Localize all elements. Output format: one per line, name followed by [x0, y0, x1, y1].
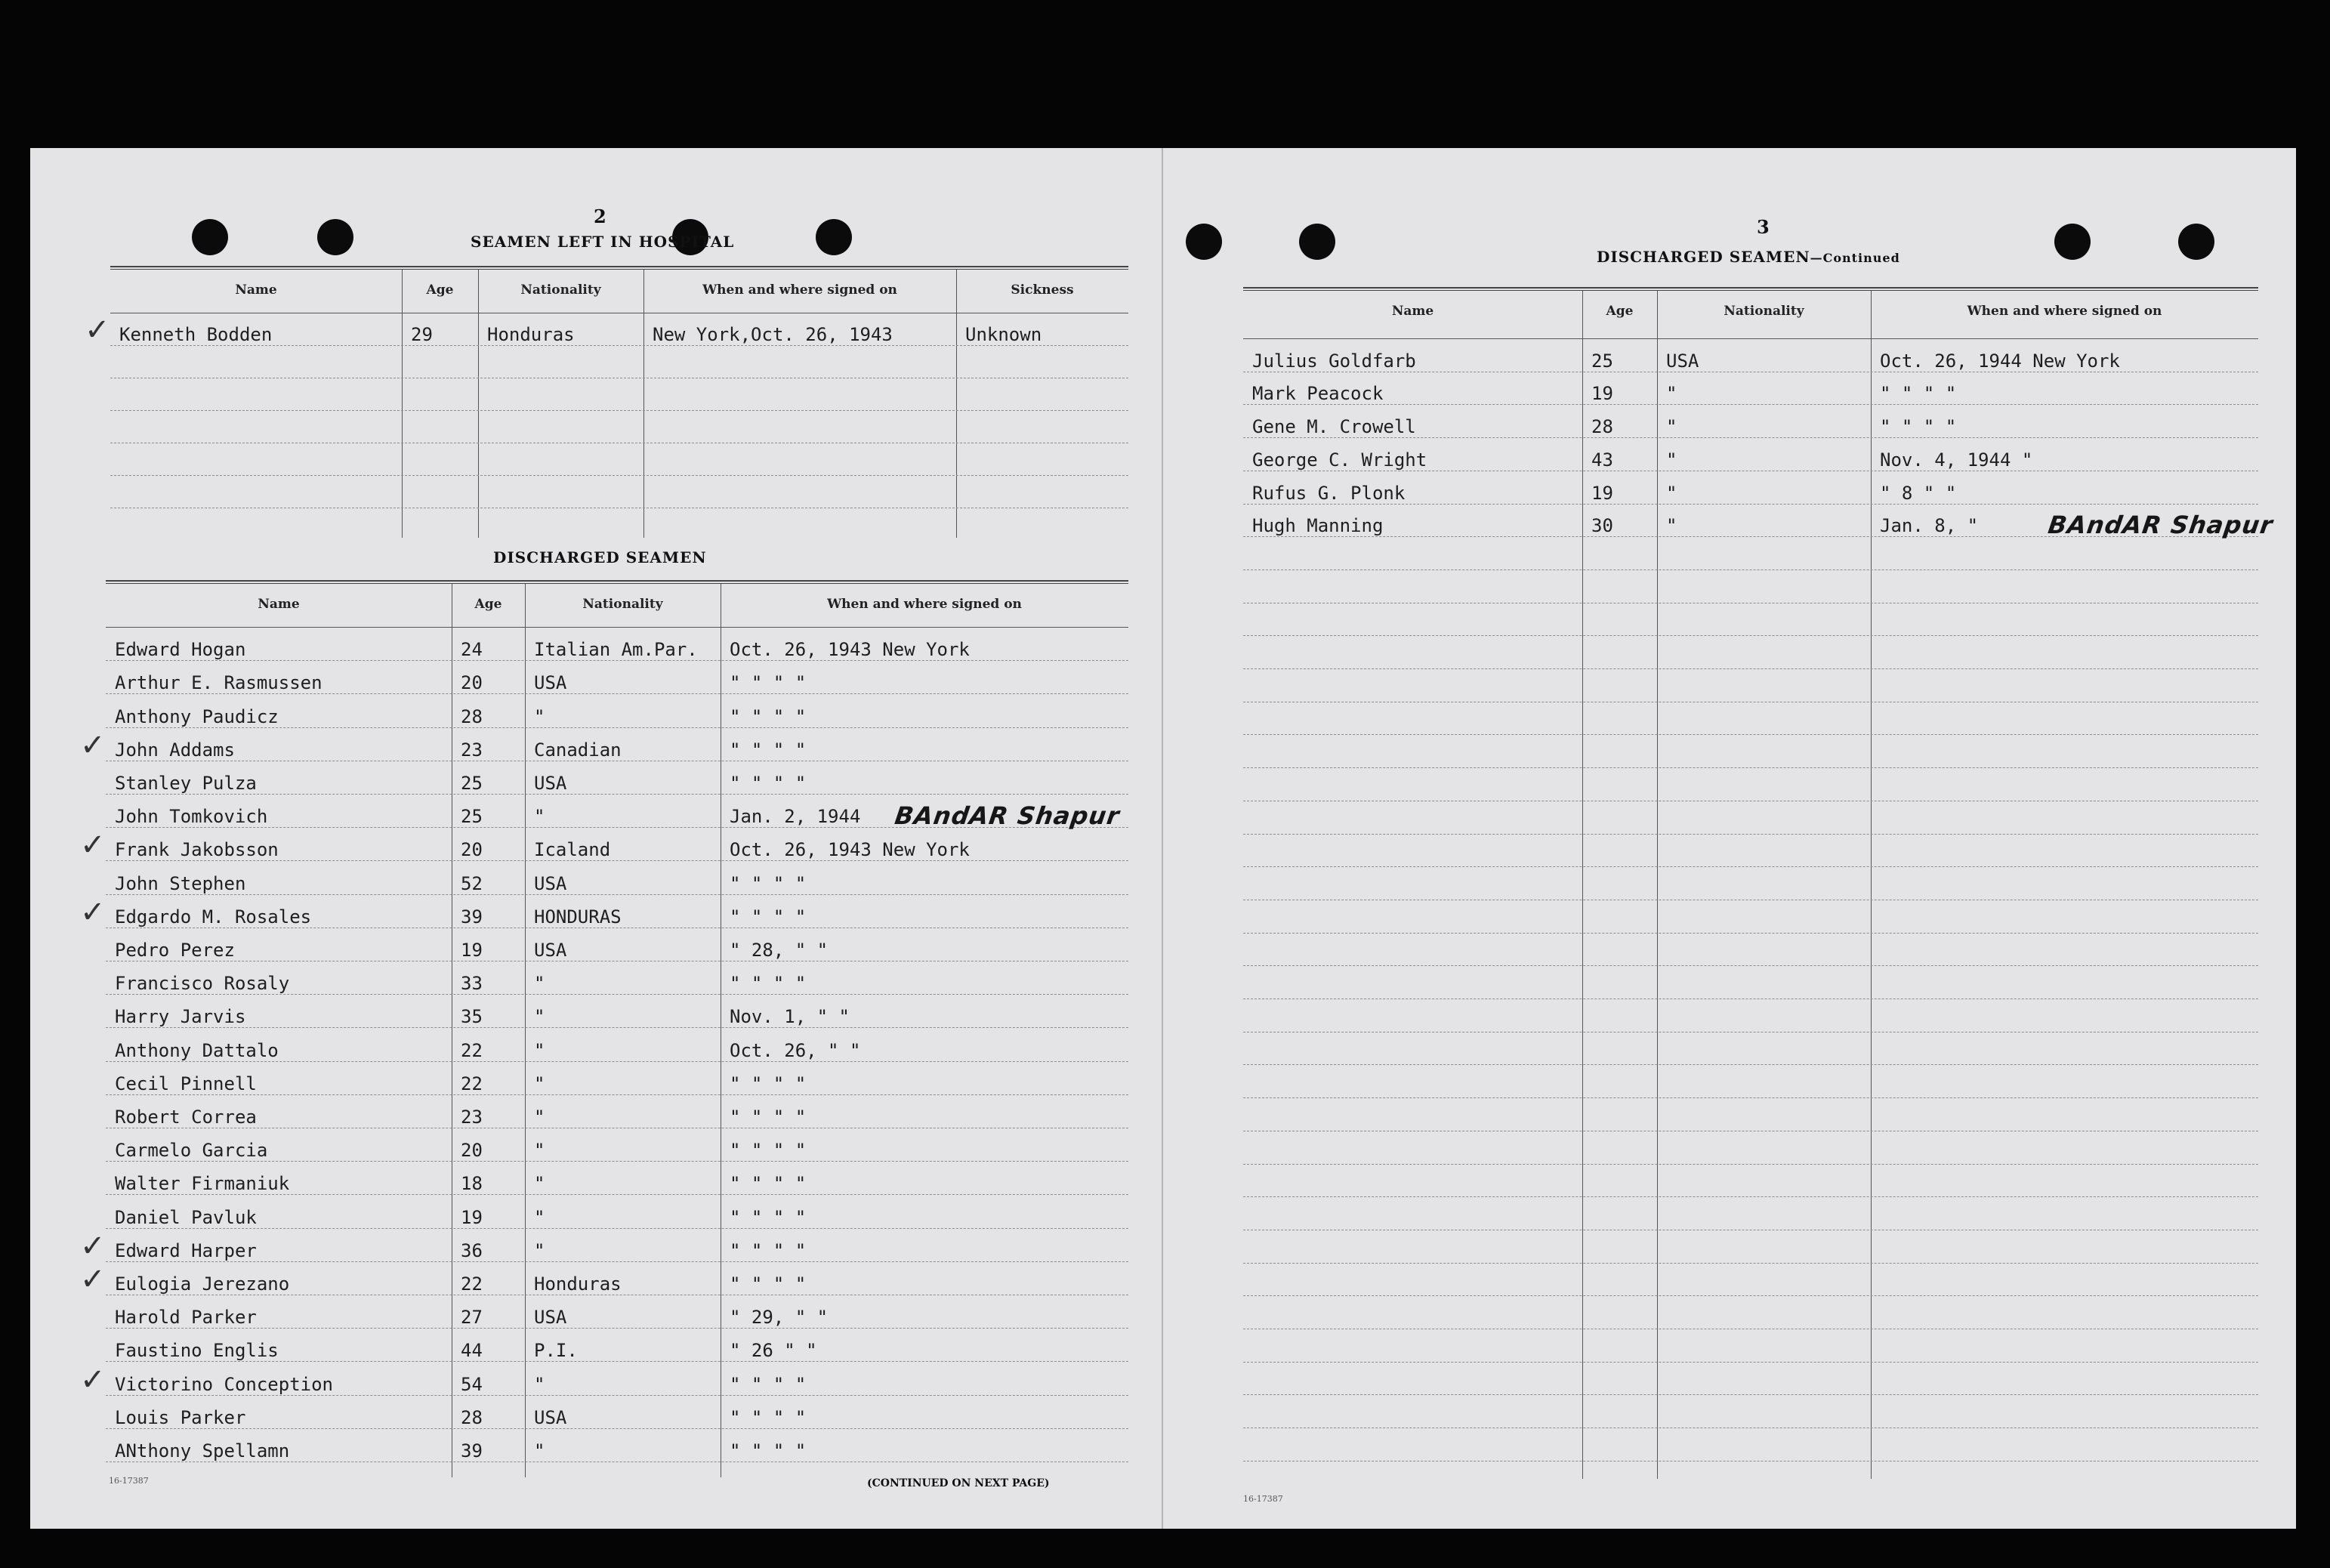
- discharged-continued-table-cell-nationality: ": [1666, 449, 1677, 471]
- discharged-table-cell-age: 22: [461, 1073, 483, 1094]
- discharged-continued-table-row-line: [1243, 1097, 2258, 1098]
- discharged-table-row-line: [106, 860, 1128, 861]
- discharged-continued-table-row-line: [1243, 668, 2258, 669]
- hospital-table-cell-nationality: Honduras: [487, 324, 575, 345]
- discharged-table-top-rule: [106, 580, 1128, 584]
- discharged-continued-table-cell-nationality: ": [1666, 416, 1677, 438]
- discharged-table-cell-age: 20: [461, 839, 483, 861]
- discharged-table-cell-name: Carmelo Garcia: [115, 1140, 268, 1162]
- hospital-table-header-name: Name: [235, 282, 277, 298]
- discharged-continued-table-header-name: Name: [1391, 304, 1434, 319]
- discharged-continued-table-cell-age: 19: [1591, 383, 1613, 405]
- discharged-continued-table-cell-nationality: ": [1666, 515, 1677, 537]
- hospital-table-top-rule: [110, 266, 1128, 270]
- discharged-table-cell-age: 33: [461, 973, 483, 995]
- page-fold: [1162, 148, 1163, 1529]
- discharged-table-cell-signed-on: " " " ": [730, 1273, 807, 1295]
- discharged-table-row-line: [106, 693, 1128, 694]
- discharged-continued-table-cell-age: 43: [1591, 449, 1613, 471]
- discharged-table-cell-name: Stanley Pulza: [115, 773, 257, 794]
- discharged-table-cell-name: Victorino Conception: [115, 1373, 333, 1395]
- discharged-table-cell-name: John Addams: [115, 739, 235, 761]
- discharged-table-cell-age: 52: [461, 872, 483, 894]
- discharged-table-cell-nationality: ": [534, 1440, 545, 1462]
- discharged-table-cell-age: 19: [461, 940, 483, 961]
- discharged-table-row-line: [106, 994, 1128, 995]
- discharged-continued-table-top-rule: [1243, 287, 2258, 291]
- discharged-table-row-line: [106, 727, 1128, 728]
- discharged-table-cell-signed-on: " " " ": [730, 1239, 807, 1261]
- discharged-continued-table-cell-signed-on: Nov. 4, 1944 ": [1880, 449, 2033, 471]
- discharged-table-cell-name: Eulogia Jerezano: [115, 1273, 290, 1295]
- discharged-table-cell-age: 44: [461, 1340, 483, 1362]
- discharged-table-cell-signed-on: " " " ": [730, 1140, 807, 1162]
- discharged-table-header-name: Name: [258, 597, 300, 612]
- hospital-table-column-divider: [402, 270, 403, 538]
- discharged-continued-table-row-line: [1243, 404, 2258, 405]
- discharged-continued-table-row-line: [1243, 1461, 2258, 1462]
- discharged-table-cell-age: 23: [461, 1107, 483, 1128]
- binder-hole-icon: [816, 219, 852, 255]
- discharged-table-cell-name: Cecil Pinnell: [115, 1073, 257, 1094]
- discharged-table-cell-nationality: USA: [534, 1307, 567, 1329]
- discharged-table-cell-age: 25: [461, 806, 483, 828]
- check-mark-icon: ✓: [80, 1362, 106, 1397]
- discharged-table-cell-nationality: ": [534, 1107, 545, 1128]
- binder-hole-icon: [2178, 224, 2214, 260]
- discharged-table-column-divider: [525, 584, 526, 1477]
- discharged-continued-table-cell-name: Rufus G. Plonk: [1252, 482, 1406, 504]
- discharged-table-cell-signed-on: Oct. 26, " ": [730, 1039, 861, 1061]
- discharged-table-row-line: [106, 1061, 1128, 1062]
- discharged-continued-table-row-line: [1243, 1362, 2258, 1363]
- discharged-continued-table-cell-name: Gene M. Crowell: [1252, 416, 1416, 438]
- page-3: [1171, 148, 2296, 1529]
- discharged-continued-table-row-line: [1243, 635, 2258, 636]
- discharged-continued-table-header-age: Age: [1606, 304, 1634, 319]
- discharged-table-cell-name: Faustino Englis: [115, 1340, 279, 1362]
- document-sheet: [30, 148, 2296, 1529]
- discharged-table-cell-age: 27: [461, 1307, 483, 1329]
- binder-hole-icon: [317, 219, 353, 255]
- discharged-continued-table-row-line: [1243, 834, 2258, 835]
- discharged-table-cell-name: Arthur E. Rasmussen: [115, 672, 322, 694]
- discharged-table-cell-name: Daniel Pavluk: [115, 1206, 257, 1228]
- discharged-table-cell-nationality: ": [534, 1173, 545, 1195]
- discharged-continued-table-row-line: [1243, 1394, 2258, 1395]
- discharged-table-cell-age: 19: [461, 1206, 483, 1228]
- discharged-table-row-line: [106, 1027, 1128, 1028]
- hospital-table-column-divider: [643, 270, 644, 538]
- discharged-table-cell-signed-on: " 28, " ": [730, 940, 829, 961]
- discharged-table-cell-name: ANthony Spellamn: [115, 1440, 290, 1462]
- discharged-continued-table-row-line: [1243, 1164, 2258, 1165]
- discharged-table-cell-name: Frank Jakobsson: [115, 839, 279, 861]
- discharged-table-handwritten-port: BAndAR Shapur: [893, 801, 1122, 831]
- discharged-continued-table-column-divider: [1657, 291, 1658, 1479]
- check-mark-icon: ✓: [85, 313, 110, 347]
- discharged-table-cell-signed-on: " " " ": [730, 973, 807, 995]
- discharged-continued-table-cell-signed-on: Jan. 8, ": [1880, 515, 1979, 537]
- discharged-table-cell-age: 36: [461, 1239, 483, 1261]
- discharged-continued-table-cell-age: 19: [1591, 482, 1613, 504]
- hospital-table-row-line: [110, 410, 1128, 411]
- discharged-table-row-line: [106, 794, 1128, 795]
- check-mark-icon: ✓: [80, 1228, 106, 1264]
- discharged-continued-table-row-line: [1243, 569, 2258, 570]
- discharged-continued-table-cell-signed-on: " 8 " ": [1880, 482, 1957, 504]
- discharged-table-cell-age: 54: [461, 1373, 483, 1395]
- discharged-table-row-line: [106, 1395, 1128, 1396]
- discharged-table-cell-nationality: ": [534, 973, 545, 995]
- hospital-table-header-signed-on: When and where signed on: [702, 282, 897, 298]
- discharged-continued-table-header-signed-on: When and where signed on: [1967, 304, 2162, 319]
- hospital-table-header-sickness: Sickness: [1011, 282, 1074, 298]
- discharged-table-cell-name: Pedro Perez: [115, 940, 235, 961]
- discharged-table-cell-nationality: ": [534, 1373, 545, 1395]
- discharged-table-row-line: [106, 1094, 1128, 1095]
- discharged-table-row-line: [106, 894, 1128, 895]
- discharged-table-cell-signed-on: " " " ": [730, 1173, 807, 1195]
- discharged-continued-table-cell-age: 25: [1591, 350, 1613, 372]
- continued-note: (CONTINUED ON NEXT PAGE): [867, 1477, 1050, 1489]
- discharged-table-cell-name: Harry Jarvis: [115, 1006, 246, 1028]
- discharged-table-cell-signed-on: " " " ": [730, 906, 807, 928]
- discharged-continued-table-row-line: [1243, 933, 2258, 934]
- discharged-table-cell-nationality: ": [534, 1140, 545, 1162]
- discharged-continued-table-column-divider: [1871, 291, 1872, 1479]
- discharged-continued-table-cell-name: Mark Peacock: [1252, 383, 1384, 405]
- discharged-continued-table-cell-name: George C. Wright: [1252, 449, 1427, 471]
- hospital-table-cell-name: Kenneth Bodden: [119, 324, 273, 345]
- discharged-table-cell-age: 20: [461, 1140, 483, 1162]
- discharged-table-cell-signed-on: " " " ": [730, 773, 807, 794]
- hospital-table-column-divider: [956, 270, 957, 538]
- discharged-table-cell-age: 22: [461, 1273, 483, 1295]
- discharged-table-cell-signed-on: Nov. 1, " ": [730, 1006, 850, 1028]
- hospital-table-row-line: [110, 345, 1128, 346]
- discharged-table-header-signed-on: When and where signed on: [827, 597, 1022, 612]
- discharged-table-cell-nationality: USA: [534, 1406, 567, 1428]
- discharged-table-cell-nationality: P.I.: [534, 1340, 578, 1362]
- discharged-table-row-line: [106, 1161, 1128, 1162]
- discharged-continued-table-cell-age: 30: [1591, 515, 1613, 537]
- check-mark-icon: ✓: [80, 727, 106, 763]
- discharged-table-cell-nationality: Icaland: [534, 839, 611, 861]
- discharged-table-row-line: [106, 1361, 1128, 1362]
- discharged-table-cell-name: John Stephen: [115, 872, 246, 894]
- discharged-table-cell-signed-on: " " " ": [730, 739, 807, 761]
- discharged-table-cell-signed-on: " " " ": [730, 872, 807, 894]
- discharged-table-cell-name: Anthony Paudicz: [115, 705, 279, 727]
- discharged-table-cell-name: Anthony Dattalo: [115, 1039, 279, 1061]
- check-mark-icon: ✓: [80, 828, 106, 863]
- discharged-table-row-line: [106, 1261, 1128, 1262]
- discharged-table-cell-age: 25: [461, 773, 483, 794]
- binder-hole-icon: [2054, 224, 2091, 260]
- discharged-table-cell-nationality: ": [534, 705, 545, 727]
- discharged-continued-table-cell-name: Hugh Manning: [1252, 515, 1384, 537]
- discharged-continued-table-row-line: [1243, 767, 2258, 768]
- discharged-continued-table-row-line: [1243, 1263, 2258, 1264]
- discharged-table-cell-age: 23: [461, 739, 483, 761]
- discharged-table-cell-nationality: ": [534, 1239, 545, 1261]
- discharged-table-cell-name: Edward Hogan: [115, 639, 246, 661]
- discharged-table-cell-nationality: Italian Am.Par.: [534, 639, 698, 661]
- discharged-table-cell-nationality: ": [534, 1206, 545, 1228]
- discharged-table-row-line: [106, 1328, 1128, 1329]
- discharged-table-cell-nationality: Canadian: [534, 739, 622, 761]
- discharged-table-cell-signed-on: " 29, " ": [730, 1307, 829, 1329]
- discharged-table-cell-age: 28: [461, 705, 483, 727]
- discharged-table-cell-nationality: USA: [534, 773, 567, 794]
- discharged-table-cell-name: John Tomkovich: [115, 806, 268, 828]
- section-title-hospital: SEAMEN LEFT IN HOSPITAL: [471, 233, 735, 251]
- hospital-table-column-divider: [478, 270, 479, 538]
- discharged-table-cell-age: 35: [461, 1006, 483, 1028]
- discharged-table-cell-signed-on: Jan. 2, 1944: [730, 806, 861, 828]
- discharged-table-cell-name: Francisco Rosaly: [115, 973, 290, 995]
- section-title-discharged-continued: [1597, 248, 1900, 266]
- section-title-discharged: DISCHARGED SEAMEN: [493, 548, 707, 566]
- discharged-continued-table-cell-nationality: ": [1666, 482, 1677, 504]
- discharged-table-cell-nationality: USA: [534, 672, 567, 694]
- discharged-continued-table-row-line: [1243, 734, 2258, 735]
- discharged-table-row-line: [106, 1228, 1128, 1229]
- section-title-suffix: —Continued: [1810, 251, 1900, 265]
- discharged-table-cell-age: 20: [461, 672, 483, 694]
- discharged-table-cell-nationality: ": [534, 1006, 545, 1028]
- discharged-table-cell-signed-on: Oct. 26, 1943 New York: [730, 639, 970, 661]
- hospital-table-cell-age: 29: [411, 324, 433, 345]
- discharged-table-cell-signed-on: " " " ": [730, 1373, 807, 1395]
- discharged-table-row-line: [106, 1194, 1128, 1195]
- discharged-table-cell-nationality: HONDURAS: [534, 906, 622, 928]
- discharged-table-header-line: [106, 627, 1128, 628]
- discharged-continued-table-cell-nationality: USA: [1666, 350, 1699, 372]
- discharged-table-cell-signed-on: Oct. 26, 1943 New York: [730, 839, 970, 861]
- discharged-table-cell-nationality: USA: [534, 872, 567, 894]
- discharged-table-cell-name: Edward Harper: [115, 1239, 257, 1261]
- discharged-table-cell-signed-on: " " " ": [730, 672, 807, 694]
- discharged-table-cell-name: Harold Parker: [115, 1307, 257, 1329]
- form-number: 16-17387: [109, 1476, 149, 1486]
- discharged-continued-table-cell-signed-on: " " " ": [1880, 416, 1957, 438]
- discharged-table-cell-nationality: ": [534, 806, 545, 828]
- discharged-continued-table-row-line: [1243, 437, 2258, 438]
- discharged-continued-table-row-line: [1243, 1295, 2258, 1296]
- hospital-table-header-age: Age: [426, 282, 454, 298]
- discharged-table-cell-age: 28: [461, 1406, 483, 1428]
- form-number: 16-17387: [1243, 1494, 1283, 1504]
- discharged-table-header-age: Age: [474, 597, 502, 612]
- discharged-table-cell-age: 39: [461, 906, 483, 928]
- discharged-table-cell-name: Robert Correa: [115, 1107, 257, 1128]
- hospital-table-header-nationality: Nationality: [520, 282, 601, 298]
- discharged-continued-table-cell-signed-on: Oct. 26, 1944 New York: [1880, 350, 2120, 372]
- discharged-table-cell-signed-on: " " " ": [730, 1440, 807, 1462]
- page-number: 2: [594, 205, 606, 227]
- discharged-continued-table-header-nationality: Nationality: [1724, 304, 1804, 319]
- discharged-continued-table-cell-age: 28: [1591, 416, 1613, 438]
- discharged-table-row-line: [106, 1428, 1128, 1429]
- discharged-continued-table-row-line: [1243, 866, 2258, 867]
- discharged-continued-table-column-divider: [1582, 291, 1583, 1479]
- discharged-table-header-nationality: Nationality: [582, 597, 663, 612]
- binder-hole-icon: [1186, 224, 1222, 260]
- discharged-table-cell-name: Louis Parker: [115, 1406, 246, 1428]
- discharged-table-cell-age: 24: [461, 639, 483, 661]
- discharged-continued-table-cell-signed-on: " " " ": [1880, 383, 1957, 405]
- discharged-continued-table-cell-name: Julius Goldfarb: [1252, 350, 1416, 372]
- discharged-table-cell-signed-on: " " " ": [730, 1107, 807, 1128]
- discharged-table-row-line: [106, 660, 1128, 661]
- page-2: [30, 148, 1156, 1529]
- check-mark-icon: ✓: [80, 894, 106, 930]
- binder-hole-icon: [192, 219, 228, 255]
- discharged-table-cell-nationality: ": [534, 1073, 545, 1094]
- discharged-table-cell-nationality: ": [534, 1039, 545, 1061]
- discharged-table-cell-age: 18: [461, 1173, 483, 1195]
- discharged-continued-table-handwritten-port: BAndAR Shapur: [2046, 511, 2275, 540]
- discharged-table-cell-signed-on: " " " ": [730, 1206, 807, 1228]
- discharged-continued-table-row-line: [1243, 504, 2258, 505]
- discharged-table-cell-nationality: USA: [534, 940, 567, 961]
- hospital-table-cell-sickness: Unknown: [965, 324, 1042, 345]
- discharged-continued-table-row-line: [1243, 1196, 2258, 1197]
- discharged-table-cell-signed-on: " " " ": [730, 705, 807, 727]
- page-number: 3: [1757, 216, 1770, 238]
- discharged-table-cell-age: 39: [461, 1440, 483, 1462]
- hospital-table-cell-signed-on: New York,Oct. 26, 1943: [653, 324, 893, 345]
- discharged-table-cell-name: Walter Firmaniuk: [115, 1173, 290, 1195]
- discharged-table-cell-signed-on: " " " ": [730, 1073, 807, 1094]
- discharged-table-cell-signed-on: " 26 " ": [730, 1340, 817, 1362]
- hospital-table-row-line: [110, 475, 1128, 476]
- discharged-table-cell-signed-on: " " " ": [730, 1406, 807, 1428]
- discharged-continued-table-cell-nationality: ": [1666, 383, 1677, 405]
- discharged-continued-table-header-line: [1243, 338, 2258, 339]
- binder-hole-icon: [1299, 224, 1335, 260]
- section-title: DISCHARGED SEAMEN: [1597, 248, 1810, 266]
- discharged-table-cell-nationality: Honduras: [534, 1273, 622, 1295]
- discharged-continued-table-row-line: [1243, 1064, 2258, 1065]
- discharged-table-cell-name: Edgardo M. Rosales: [115, 906, 312, 928]
- discharged-table-cell-age: 22: [461, 1039, 483, 1061]
- check-mark-icon: ✓: [80, 1262, 106, 1297]
- discharged-continued-table-row-line: [1243, 965, 2258, 966]
